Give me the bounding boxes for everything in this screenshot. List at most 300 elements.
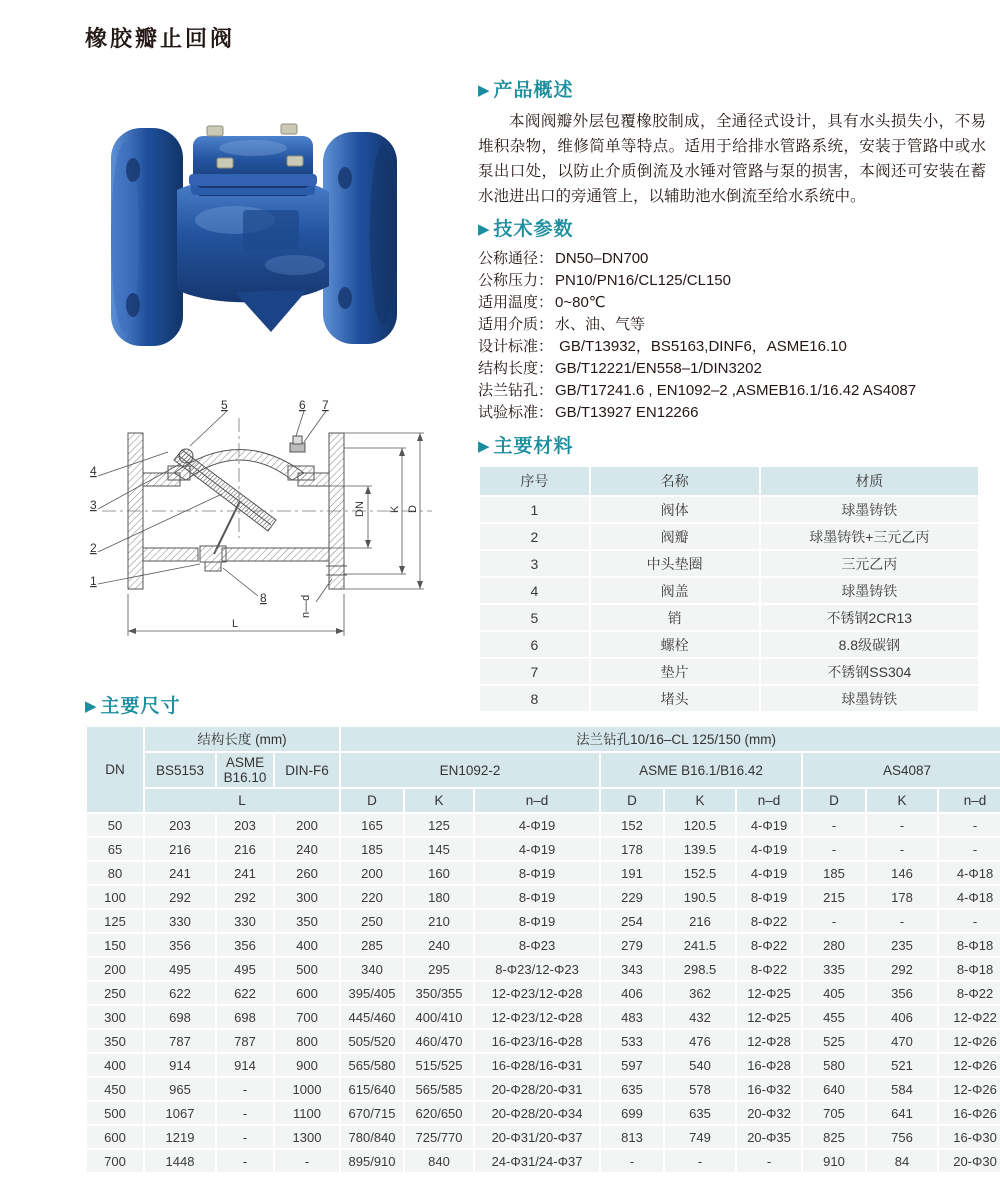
cell: 292 (867, 958, 937, 980)
callout-3: 3 (90, 498, 97, 512)
spec-line (478, 314, 986, 336)
cell: 470 (867, 1030, 937, 1052)
cell: 球墨铸铁 (761, 578, 978, 603)
cell: 698 (217, 1006, 273, 1028)
cell: - (217, 1126, 273, 1148)
group-en1092: EN1092-2 (341, 753, 599, 787)
as-d-header: D (803, 789, 865, 812)
cell: - (217, 1078, 273, 1100)
cell: 不锈钢SS304 (761, 659, 978, 684)
spec-line (478, 248, 986, 270)
cell: 780/840 (341, 1126, 403, 1148)
dimension-row (87, 1102, 1000, 1124)
cell: - (867, 814, 937, 836)
callout-5: 5 (221, 398, 228, 412)
cell: - (867, 838, 937, 860)
cell: 160 (405, 862, 473, 884)
callout-4: 4 (90, 464, 97, 478)
triangle-icon: ▶ (85, 698, 98, 715)
cell: 356 (217, 934, 273, 956)
valve-photo-graphic (95, 100, 425, 378)
materials-row (480, 524, 978, 549)
cell: 8-Φ19 (737, 886, 801, 908)
cell: 330 (145, 910, 215, 932)
cell: 165 (341, 814, 403, 836)
cell: 215 (803, 886, 865, 908)
cell: 阀盖 (591, 578, 759, 603)
cell: - (737, 1150, 801, 1172)
cell: 8.8级碳钢 (761, 632, 978, 657)
cell: 125 (87, 910, 143, 932)
cell: 16-Φ32 (737, 1078, 801, 1100)
en-k-header: K (405, 789, 473, 812)
cell: 641 (867, 1102, 937, 1124)
cell: 190.5 (665, 886, 735, 908)
cell: 910 (803, 1150, 865, 1172)
cell: 254 (601, 910, 663, 932)
cell: 203 (145, 814, 215, 836)
cell: - (601, 1150, 663, 1172)
cell: 700 (87, 1150, 143, 1172)
cell: 578 (665, 1078, 735, 1100)
valve-drawing-graphic (80, 396, 462, 692)
cell: 350/355 (405, 982, 473, 1004)
dimension-row (87, 1006, 1000, 1028)
cell: 16-Φ30 (939, 1126, 1000, 1148)
cell: 476 (665, 1030, 735, 1052)
cell: 185 (341, 838, 403, 860)
dimension-row (87, 1030, 1000, 1052)
cell: 356 (867, 982, 937, 1004)
dimension-row (87, 1054, 1000, 1076)
cell: 7 (480, 659, 589, 684)
spec-line (478, 358, 986, 380)
overview-heading (478, 78, 986, 104)
product-photo (95, 100, 425, 378)
cell: 787 (217, 1030, 273, 1052)
materials-table (478, 465, 980, 713)
cell: 152.5 (665, 862, 735, 884)
dim-label-l: L (232, 618, 239, 630)
technical-drawing (80, 396, 462, 692)
cell: 146 (867, 862, 937, 884)
dimension-row (87, 1150, 1000, 1172)
cell: 4-Φ19 (475, 838, 599, 860)
overview-heading-label: 产品概述 (493, 80, 574, 101)
cell: 300 (87, 1006, 143, 1028)
cell: 622 (217, 982, 273, 1004)
cell: 20-Φ31/20-Φ37 (475, 1126, 599, 1148)
materials-heading-label: 主要材料 (493, 436, 574, 457)
cell: 24-Φ31/24-Φ37 (475, 1150, 599, 1172)
triangle-icon: ▶ (478, 82, 491, 99)
cell: 4-Φ18 (939, 862, 1000, 884)
cell: 球墨铸铁 (761, 497, 978, 522)
cell: 597 (601, 1054, 663, 1076)
cell: 80 (87, 862, 143, 884)
dims-header-row-2 (87, 753, 1000, 787)
cell: 8-Φ22 (939, 982, 1000, 1004)
cell: 584 (867, 1078, 937, 1100)
materials-row (480, 605, 978, 630)
cell: 460/470 (405, 1030, 473, 1052)
cell: 505/520 (341, 1030, 403, 1052)
cell: 8-Φ18 (939, 958, 1000, 980)
cell: 279 (601, 934, 663, 956)
cell: 235 (867, 934, 937, 956)
cell: 4-Φ19 (737, 862, 801, 884)
cell: 12-Φ26 (939, 1078, 1000, 1100)
cell: 4-Φ19 (737, 838, 801, 860)
cell: 483 (601, 1006, 663, 1028)
cell: 330 (217, 910, 273, 932)
cell: 50 (87, 814, 143, 836)
cell: 521 (867, 1054, 937, 1076)
cell: 280 (803, 934, 865, 956)
dimension-row (87, 934, 1000, 956)
cell: 8-Φ22 (737, 910, 801, 932)
cell: 20-Φ32 (737, 1102, 801, 1124)
cell: 813 (601, 1126, 663, 1148)
cell: 825 (803, 1126, 865, 1148)
cell: 200 (87, 958, 143, 980)
cell: 4-Φ19 (737, 814, 801, 836)
cell: 495 (217, 958, 273, 980)
cell: 455 (803, 1006, 865, 1028)
cell: 216 (145, 838, 215, 860)
cell: 1300 (275, 1126, 339, 1148)
cell: 1100 (275, 1102, 339, 1124)
cell: - (275, 1150, 339, 1172)
dimension-row (87, 814, 1000, 836)
dim-label-k: K (389, 505, 401, 513)
std-bs5153: BS5153 (145, 753, 215, 787)
cell: 中头垫圈 (591, 551, 759, 576)
callout-8: 8 (260, 591, 267, 605)
asme-d-header: D (601, 789, 663, 812)
cell: 400 (87, 1054, 143, 1076)
cell: 285 (341, 934, 403, 956)
spec-label: 适用温度： (478, 294, 554, 311)
cell: 705 (803, 1102, 865, 1124)
spec-value: 0~80℃ (555, 294, 606, 311)
dimensions-table (85, 725, 1000, 1174)
cell: 335 (803, 958, 865, 980)
cell: 400 (275, 934, 339, 956)
materials-row (480, 632, 978, 657)
cell: - (803, 814, 865, 836)
cell: 12-Φ25 (737, 982, 801, 1004)
spec-label: 公称压力： (478, 272, 554, 289)
cell: 16-Φ28/16-Φ31 (475, 1054, 599, 1076)
spec-label: 试验标准： (478, 404, 554, 421)
cell: 298.5 (665, 958, 735, 980)
cell: 20-Φ35 (737, 1126, 801, 1148)
cell: 914 (145, 1054, 215, 1076)
materials-row (480, 578, 978, 603)
cell: 540 (665, 1054, 735, 1076)
cell: 240 (405, 934, 473, 956)
cell: 756 (867, 1126, 937, 1148)
spec-line (478, 270, 986, 292)
cell: 球墨铸铁+三元乙丙 (761, 524, 978, 549)
cell: 阀体 (591, 497, 759, 522)
spec-line (478, 292, 986, 314)
cell: 12-Φ28 (737, 1030, 801, 1052)
cell: 152 (601, 814, 663, 836)
cell: 12-Φ23/12-Φ28 (475, 982, 599, 1004)
spec-value: PN10/PN16/CL125/CL150 (555, 272, 731, 289)
cell: 615/640 (341, 1078, 403, 1100)
cell: 180 (405, 886, 473, 908)
as-k-header: K (867, 789, 937, 812)
cell: 405 (803, 982, 865, 1004)
cell: 100 (87, 886, 143, 908)
en-nd-header: n–d (475, 789, 599, 812)
cell: 12-Φ25 (737, 1006, 801, 1028)
cell: 8-Φ23 (475, 934, 599, 956)
std-asme-b1610: ASME B16.10 (217, 753, 273, 787)
cell: 432 (665, 1006, 735, 1028)
cell: 2 (480, 524, 589, 549)
cell: 16-Φ26 (939, 1102, 1000, 1124)
cell: 622 (145, 982, 215, 1004)
dimension-row (87, 1126, 1000, 1148)
dimensions-heading (85, 694, 985, 720)
cell: 725/770 (405, 1126, 473, 1148)
cell: 1000 (275, 1078, 339, 1100)
tech-params-heading (478, 217, 986, 243)
cell: 600 (275, 982, 339, 1004)
callout-6: 6 (299, 398, 306, 412)
cell: 4-Φ18 (939, 886, 1000, 908)
group-asme-b161: ASME B16.1/B16.42 (601, 753, 801, 787)
cell: 1 (480, 497, 589, 522)
cell: 8-Φ19 (475, 886, 599, 908)
cell: 515/525 (405, 1054, 473, 1076)
cell: 4 (480, 578, 589, 603)
cell: 395/405 (341, 982, 403, 1004)
cell: 20-Φ30 (939, 1150, 1000, 1172)
l-header: L (145, 789, 339, 812)
cell: 292 (145, 886, 215, 908)
tech-params-heading-label: 技术参数 (493, 219, 574, 240)
cell: 635 (601, 1078, 663, 1100)
cell: 20-Φ28/20-Φ34 (475, 1102, 599, 1124)
dimension-row (87, 1078, 1000, 1100)
materials-row (480, 551, 978, 576)
cell: 635 (665, 1102, 735, 1124)
spec-label: 适用介质： (478, 316, 554, 333)
cell: 260 (275, 862, 339, 884)
cell: 螺栓 (591, 632, 759, 657)
cell: 216 (665, 910, 735, 932)
cell: 787 (145, 1030, 215, 1052)
spec-label: 设计标准： (478, 338, 554, 355)
cell: 450 (87, 1078, 143, 1100)
dim-label-d: D (407, 505, 419, 513)
cell: 495 (145, 958, 215, 980)
cell: 12-Φ22 (939, 1006, 1000, 1028)
cell: - (665, 1150, 735, 1172)
callout-2: 2 (90, 541, 97, 555)
cell: 210 (405, 910, 473, 932)
cell: 203 (217, 814, 273, 836)
cell: 阀瓣 (591, 524, 759, 549)
cell: 65 (87, 838, 143, 860)
spec-value: GB/T17241.6 , EN1092–2 ,ASMEB16.1/16.42 AS4087 (555, 382, 917, 399)
spec-value: DN50–DN700 (555, 250, 649, 267)
cell: 191 (601, 862, 663, 884)
cell: - (939, 814, 1000, 836)
dims-header-row-1 (87, 727, 1000, 751)
triangle-icon: ▶ (478, 438, 491, 455)
cell: 362 (665, 982, 735, 1004)
cell: 295 (405, 958, 473, 980)
asme-nd-header: n–d (737, 789, 801, 812)
cell: 241 (145, 862, 215, 884)
cell: 销 (591, 605, 759, 630)
cell: 185 (803, 862, 865, 884)
cell: 699 (601, 1102, 663, 1124)
cell: 1219 (145, 1126, 215, 1148)
cell: 350 (275, 910, 339, 932)
dimension-row (87, 982, 1000, 1004)
materials-row (480, 497, 978, 522)
cell: 8-Φ19 (475, 910, 599, 932)
structure-length-header: 结构长度 (mm) (145, 727, 339, 751)
cell: 445/460 (341, 1006, 403, 1028)
cell: 800 (275, 1030, 339, 1052)
cell: 965 (145, 1078, 215, 1100)
cell: 12-Φ26 (939, 1030, 1000, 1052)
cell: 8-Φ23/12-Φ23 (475, 958, 599, 980)
cell: 240 (275, 838, 339, 860)
cell: - (217, 1150, 273, 1172)
cell: 1448 (145, 1150, 215, 1172)
cell: 250 (87, 982, 143, 1004)
cell: 300 (275, 886, 339, 908)
cell: 670/715 (341, 1102, 403, 1124)
cell: 580 (803, 1054, 865, 1076)
spec-line (478, 380, 986, 402)
cell: 6 (480, 632, 589, 657)
spec-line (478, 336, 986, 358)
cell: 84 (867, 1150, 937, 1172)
cell: 200 (275, 814, 339, 836)
cell: 16-Φ28 (737, 1054, 801, 1076)
dimensions-tbody (87, 814, 1000, 1172)
page-title: 橡胶瓣止回阀 (85, 26, 236, 51)
cell: 525 (803, 1030, 865, 1052)
cell: 640 (803, 1078, 865, 1100)
cell: - (803, 910, 865, 932)
spec-value: 水、油、气等 (555, 316, 646, 333)
materials-col-name: 名称 (591, 467, 759, 495)
materials-row (480, 659, 978, 684)
materials-col-material: 材质 (761, 467, 978, 495)
cell: 229 (601, 886, 663, 908)
spec-value: GB/T12221/EN558–1/DIN3202 (555, 360, 762, 377)
as-nd-header: n–d (939, 789, 1000, 812)
cell: 241 (217, 862, 273, 884)
cell: 150 (87, 934, 143, 956)
cell: 914 (217, 1054, 273, 1076)
cell: 600 (87, 1126, 143, 1148)
dimension-row (87, 886, 1000, 908)
cell: 292 (217, 886, 273, 908)
callout-1: 1 (90, 574, 97, 588)
cell: 1067 (145, 1102, 215, 1124)
cell: 620/650 (405, 1102, 473, 1124)
materials-header-row (480, 467, 978, 495)
cell: 三元乙丙 (761, 551, 978, 576)
cell: 500 (275, 958, 339, 980)
cell: 356 (145, 934, 215, 956)
dimensions-heading-label: 主要尺寸 (100, 696, 181, 717)
en-d-header: D (341, 789, 403, 812)
cell: - (939, 838, 1000, 860)
cell: 8 (480, 686, 589, 711)
materials-col-no: 序号 (480, 467, 589, 495)
cell: 12-Φ26 (939, 1054, 1000, 1076)
materials-tbody (480, 497, 978, 711)
overview-text: 本阀阀瓣外层包覆橡胶制成，全通径式设计，具有水头损失小，不易堆积杂物，维修简单等特点。适用于给排水管路系统，安装于管路中或水泵出口处，以防止介质倒流及水锤对管路与泵的损害，本阀还可安装在蓄水池进出口的旁通管上，以辅助池水倒流至给水系统中。 (478, 113, 986, 205)
cell: 139.5 (665, 838, 735, 860)
asme-k-header: K (665, 789, 735, 812)
tech-params-list (478, 248, 986, 424)
cell: 125 (405, 814, 473, 836)
cell: 406 (867, 1006, 937, 1028)
cell: 8-Φ18 (939, 934, 1000, 956)
cell: 700 (275, 1006, 339, 1028)
cell: 400/410 (405, 1006, 473, 1028)
spec-value: GB/T13932，BS5163,DINF6，ASME16.10 (555, 338, 847, 355)
cell: 900 (275, 1054, 339, 1076)
cell: 533 (601, 1030, 663, 1052)
cell: 178 (867, 886, 937, 908)
cell: 406 (601, 982, 663, 1004)
cell: 216 (217, 838, 273, 860)
cell: 4-Φ19 (475, 814, 599, 836)
cell: - (867, 910, 937, 932)
group-as4087: AS4087 (803, 753, 1000, 787)
cell: 垫片 (591, 659, 759, 684)
spec-label: 法兰钻孔： (478, 382, 554, 399)
cell: 698 (145, 1006, 215, 1028)
dims-header-row-3 (87, 789, 1000, 812)
dimensions-section (85, 694, 997, 1174)
std-din-f6: DIN-F6 (275, 753, 339, 787)
dn-header: DN (87, 727, 143, 812)
materials-heading (478, 434, 986, 460)
cell: 350 (87, 1030, 143, 1052)
cell: 343 (601, 958, 663, 980)
dimension-row (87, 862, 1000, 884)
cell: 500 (87, 1102, 143, 1124)
cell: 8-Φ19 (475, 862, 599, 884)
cell: 840 (405, 1150, 473, 1172)
cell: 12-Φ23/12-Φ28 (475, 1006, 599, 1028)
right-column (478, 78, 986, 713)
spec-line (478, 402, 986, 424)
cell: 178 (601, 838, 663, 860)
dimension-row (87, 910, 1000, 932)
cell: 241.5 (665, 934, 735, 956)
dim-label-dn: DN (354, 501, 366, 517)
cell: 8-Φ22 (737, 958, 801, 980)
cell: 565/585 (405, 1078, 473, 1100)
